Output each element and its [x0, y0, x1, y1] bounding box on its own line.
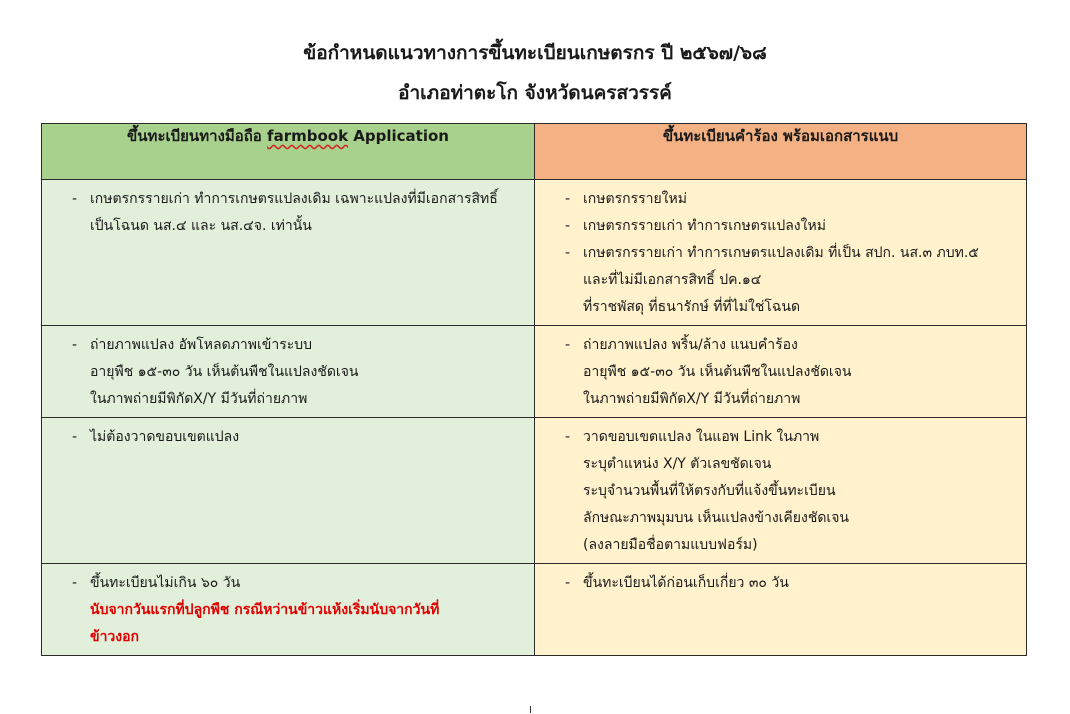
bullet-list	[42, 564, 534, 655]
red-note-text: ข้าวงอก	[90, 629, 140, 645]
list-item	[72, 332, 526, 413]
list-item	[565, 332, 1018, 413]
mobile-requirement-cell	[42, 180, 535, 326]
list-item	[565, 240, 1018, 321]
dash-bullet: -	[565, 218, 571, 234]
item-text: ถ่ายภาพแปลง อัพโหลดภาพเข้าระบบ	[90, 337, 313, 353]
form-requirement-cell	[535, 180, 1027, 326]
item-text: และที่ไม่มีเอกสารสิทธิ์ ปค.๑๔	[583, 272, 762, 288]
item-text: ถ่ายภาพแปลง พริ้น/ล้าง แนบคำร้อง	[583, 337, 798, 353]
form-requirement-cell	[535, 564, 1027, 656]
item-text: เกษตรกรรายเก่า ทำการเกษตรแปลงใหม่	[583, 218, 826, 234]
header-form-registration: ขึ้นทะเบียนคำร้อง พร้อมเอกสารแนบ	[535, 124, 1027, 180]
bullet-list	[535, 564, 1026, 601]
bullet-list	[535, 326, 1026, 417]
list-item	[72, 186, 526, 240]
bullet-list	[42, 180, 534, 244]
table-row	[42, 326, 1027, 418]
dash-bullet: -	[72, 191, 78, 207]
mobile-requirement-cell	[42, 418, 535, 564]
item-text: ขึ้นทะเบียนได้ก่อนเก็บเกี่ยว ๓๐ วัน	[583, 575, 789, 591]
item-text: ลักษณะภาพมุมบน เห็นแปลงข้างเคียงชัดเจน	[583, 510, 849, 526]
table-row	[42, 564, 1027, 656]
item-text: ขึ้นทะเบียนไม่เกิน ๖๐ วัน	[90, 575, 241, 591]
bullet-list	[535, 180, 1026, 325]
requirements-table	[41, 123, 1027, 656]
dash-bullet: -	[72, 337, 78, 353]
red-note-text: นับจากวันแรกที่ปลูกพืช กรณีหว่านข้าวแห้งเริ่มนับจากวันที่	[90, 602, 440, 618]
table-row	[42, 180, 1027, 326]
list-item	[565, 570, 1018, 597]
bullet-list	[42, 418, 534, 455]
dash-bullet: -	[72, 575, 78, 591]
bullet-list	[535, 418, 1026, 563]
item-text: ระบุตำแหน่ง X/Y ตัวเลขชัดเจน	[583, 456, 772, 472]
dash-bullet: -	[565, 429, 571, 445]
document-subtitle: อำเภอท่าตะโก จังหวัดนครสวรรค์	[398, 82, 672, 104]
dash-bullet: -	[565, 191, 571, 207]
dash-bullet: -	[565, 245, 571, 261]
item-text: อายุพืช ๑๕-๓๐ วัน เห็นต้นพืชในแปลงชัดเจน	[583, 364, 852, 380]
list-item	[565, 213, 1018, 240]
mobile-requirement-cell	[42, 326, 535, 418]
list-item	[565, 186, 1018, 213]
item-text: เป็นโฉนด นส.๔ และ นส.๔จ. เท่านั้น	[90, 218, 312, 234]
list-item	[72, 570, 526, 651]
item-text: ระบุจำนวนพื้นที่ให้ตรงกับที่แจ้งขึ้นทะเบียน	[583, 483, 836, 499]
item-text: ไม่ต้องวาดขอบเขตแปลง	[90, 429, 240, 445]
item-text: ที่ราชพัสดุ ที่ธนารักษ์ ที่ที่ไม่ใช่โฉนด	[583, 299, 801, 315]
table-row	[42, 418, 1027, 564]
item-text: ในภาพถ่ายมีพิกัดX/Y มีวันที่ถ่ายภาพ	[583, 391, 801, 407]
bullet-list	[42, 326, 534, 417]
header-mobile-registration: ขึ้นทะเบียนทางมือถือ farmbook Application	[42, 124, 535, 180]
item-text: อายุพืช ๑๕-๓๐ วัน เห็นต้นพืชในแปลงชัดเจน	[90, 364, 359, 380]
item-text: วาดขอบเขตแปลง ในแอพ Link ในภาพ	[583, 429, 820, 445]
farmbook-word: farmbook	[267, 127, 349, 145]
list-item	[72, 424, 526, 451]
dash-bullet: -	[565, 575, 571, 591]
item-text: (ลงลายมือชื่อตามแบบฟอร์ม)	[583, 537, 758, 553]
item-text: เกษตรกรรายใหม่	[583, 191, 687, 207]
dash-bullet: -	[72, 429, 78, 445]
form-requirement-cell	[535, 418, 1027, 564]
dash-bullet: -	[565, 337, 571, 353]
item-text: เกษตรกรรายเก่า ทำการเกษตรแปลงเดิม ที่เป็น สปก. นส.๓ ภบท.๕	[583, 245, 979, 261]
document-title: ข้อกำหนดแนวทางการขึ้นทะเบียนเกษตรกร ปี ๒๕๖๗/๖๘	[303, 42, 767, 64]
form-requirement-cell	[535, 326, 1027, 418]
mobile-requirement-cell	[42, 564, 535, 656]
page-mark	[530, 706, 531, 713]
item-text: เกษตรกรรายเก่า ทำการเกษตรแปลงเดิม เฉพาะแปลงที่มีเอกสารสิทธิ์	[90, 191, 498, 207]
item-text: ในภาพถ่ายมีพิกัดX/Y มีวันที่ถ่ายภาพ	[90, 391, 308, 407]
list-item	[565, 424, 1018, 559]
